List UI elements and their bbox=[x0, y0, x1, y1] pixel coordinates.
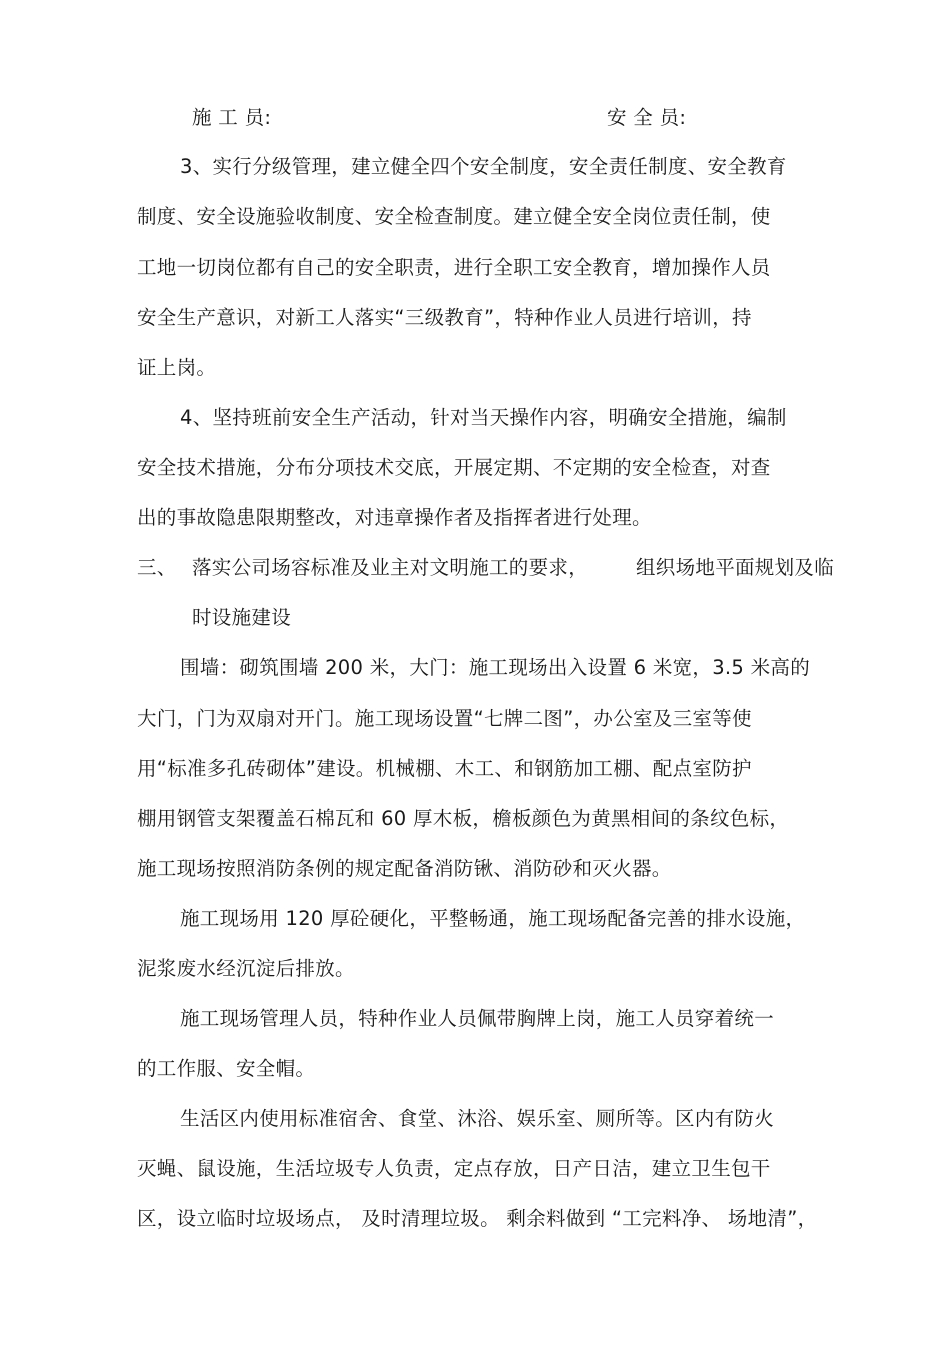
safety-officer-label: 安 全 员: bbox=[607, 106, 687, 129]
paragraph-line: 工地一切岗位都有自己的安全职责，进行全职工安全教育，增加操作人员 bbox=[137, 256, 771, 279]
body-line: 围墙：砌筑围墙 200 米，大门：施工现场出入设置 6 米宽，3.5 米高的 bbox=[180, 656, 811, 679]
paragraph-line: 安全生产意识，对新工人落实“三级教育”，特种作业人员进行培训，持 bbox=[137, 306, 752, 329]
body-line: 的工作服、安全帽。 bbox=[137, 1057, 316, 1080]
paragraph-line: 证上岗。 bbox=[137, 356, 217, 379]
body-line: 大门，门为双扇对开门。施工现场设置“七牌二图”，办公室及三室等使 bbox=[137, 707, 752, 730]
body-line: 生活区内使用标准宿舍、食堂、沐浴、娱乐室、厕所等。区内有防火 bbox=[180, 1107, 775, 1130]
body-line: 施工现场按照消防条例的规定配备消防锹、消防砂和灭火器。 bbox=[137, 857, 672, 880]
paragraph-line: 4、坚持班前安全生产活动，针对当天操作内容，明确安全措施，编制 bbox=[180, 406, 787, 429]
paragraph-line: 安全技术措施，分布分项技术交底，开展定期、不定期的安全检查，对查 bbox=[137, 456, 771, 479]
section-heading: 落实公司场容标准及业主对文明施工的要求， bbox=[192, 556, 589, 579]
body-line: 泥浆废水经沉淀后排放。 bbox=[137, 957, 355, 980]
section-heading: 时设施建设 bbox=[192, 606, 292, 629]
body-line: 施工现场管理人员，特种作业人员佩带胸牌上岗，施工人员穿着统一 bbox=[180, 1007, 775, 1030]
body-line: 用“标准多孔砖砌体”建设。机械棚、木工、和钢筋加工棚、配点室防护 bbox=[137, 757, 752, 780]
construction-worker-label: 施 工 员: bbox=[192, 106, 272, 129]
section-number: 三、 bbox=[137, 556, 177, 579]
paragraph-line: 3、实行分级管理，建立健全四个安全制度，安全责任制度、安全教育 bbox=[180, 155, 787, 178]
body-line: 灭蝇、鼠设施，生活垃圾专人负责，定点存放，日产日洁，建立卫生包干 bbox=[137, 1157, 771, 1180]
paragraph-line: 出的事故隐患限期整改，对违章操作者及指挥者进行处理。 bbox=[137, 506, 652, 529]
body-line: 区，设立临时垃圾场点， 及时清理垃圾。 剩余料做到 “工完料净、 场地清”， bbox=[137, 1207, 818, 1230]
body-line: 施工现场用 120 厚砼硬化，平整畅通，施工现场配备完善的排水设施， bbox=[180, 907, 806, 930]
body-line: 棚用钢管支架覆盖石棉瓦和 60 厚木板，檐板颜色为黄黑相间的条纹色标， bbox=[137, 807, 790, 830]
section-heading: 组织场地平面规划及临 bbox=[636, 556, 835, 579]
paragraph-line: 制度、安全设施验收制度、安全检查制度。建立健全安全岗位责任制，使 bbox=[137, 205, 771, 228]
